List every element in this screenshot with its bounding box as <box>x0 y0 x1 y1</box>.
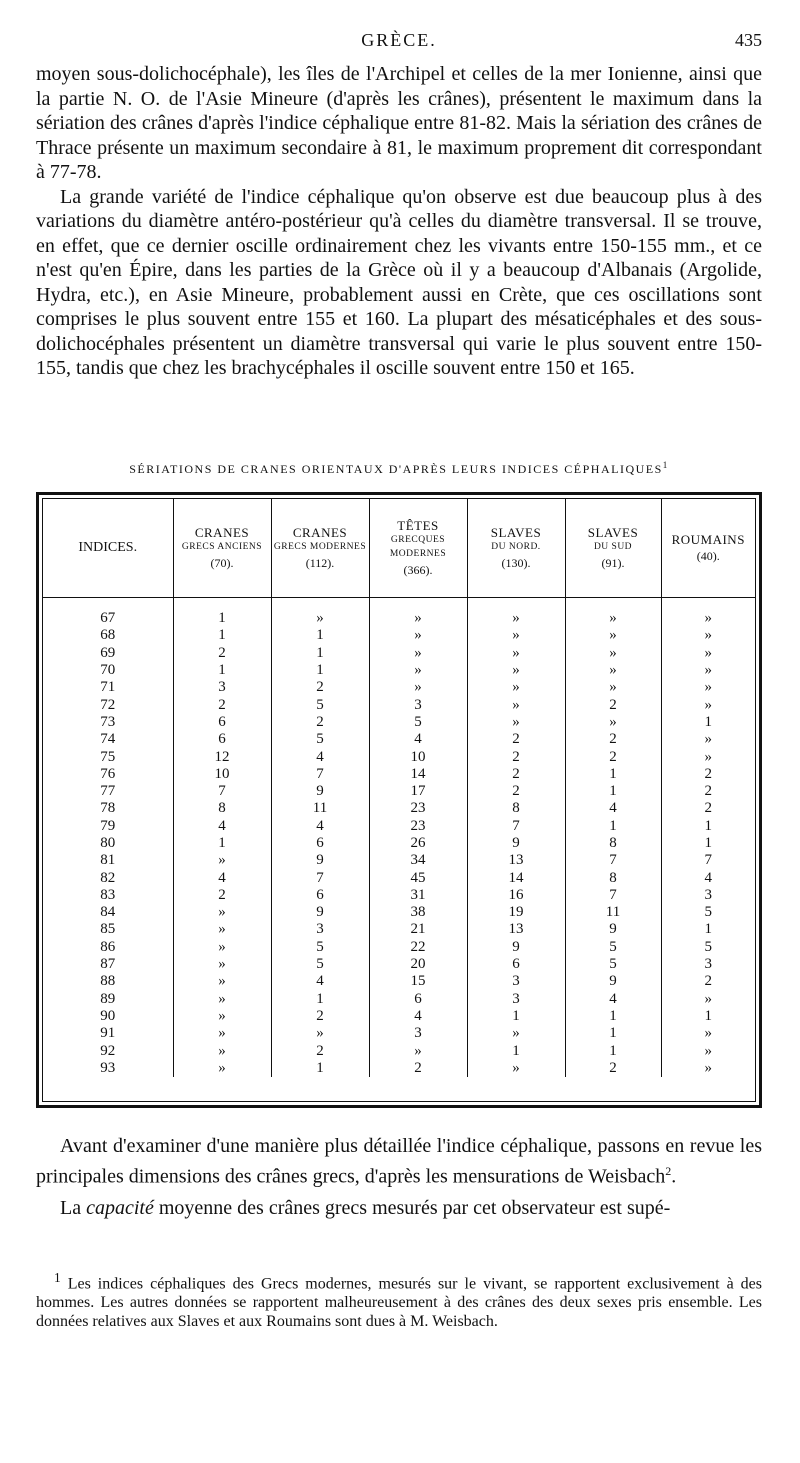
paragraph-4-prefix: La <box>60 1196 82 1219</box>
count-cell: 2 <box>467 766 565 783</box>
table-row <box>43 956 755 973</box>
table-body <box>43 598 755 1078</box>
count-cell: » <box>467 627 565 644</box>
count-cell: 6 <box>369 991 467 1008</box>
count-cell: 4 <box>271 973 369 990</box>
table-row <box>43 1060 755 1077</box>
count-cell: » <box>173 904 271 921</box>
column-header-4 <box>467 499 565 598</box>
capacity-word: capacité <box>86 1196 154 1219</box>
table-header <box>43 499 755 598</box>
count-cell: 1 <box>704 817 712 834</box>
count-cell: 26 <box>369 835 467 852</box>
count-cell: » <box>369 627 467 644</box>
count-cell: 1 <box>271 627 369 644</box>
count-cell: » <box>173 1008 271 1025</box>
count-cell: » <box>369 645 467 662</box>
column-header-0 <box>43 499 173 598</box>
count-cell: » <box>467 696 565 713</box>
count-cell: 4 <box>271 748 369 765</box>
count-cell: » <box>565 714 661 731</box>
count-cell: 1 <box>271 662 369 679</box>
count-cell: 5 <box>271 939 369 956</box>
after-table-text <box>36 1134 762 1221</box>
count-cell: » <box>704 644 712 661</box>
count-cell: 11 <box>271 800 369 817</box>
column-header-subtitle: DU SUD <box>593 542 633 552</box>
index-cell: 85 <box>43 921 173 938</box>
count-cell: » <box>704 696 712 713</box>
count-cell: 23 <box>369 800 467 817</box>
count-cell: » <box>271 610 369 627</box>
table-row <box>43 852 755 869</box>
count-cell: 7 <box>173 783 271 800</box>
count-cell: 17 <box>369 783 467 800</box>
count-cell: 9 <box>565 973 661 990</box>
count-cell: 9 <box>565 921 661 938</box>
count-cell: » <box>704 748 712 765</box>
count-cell: 2 <box>173 887 271 904</box>
count-cell: 9 <box>271 904 369 921</box>
column-header-title: INDICES. <box>78 540 138 555</box>
count-cell: » <box>565 645 661 662</box>
count-cell: 1 <box>467 1008 565 1025</box>
count-cell: » <box>467 679 565 696</box>
index-cell: 90 <box>43 1008 173 1025</box>
spacer-cell <box>369 598 467 611</box>
table-row <box>43 783 755 800</box>
count-cell: 2 <box>704 765 712 782</box>
paragraph-4 <box>36 1196 762 1221</box>
column-header-subtitle: DU NORD. <box>491 542 541 552</box>
count-cell: » <box>565 679 661 696</box>
count-cell: » <box>369 679 467 696</box>
spacer-cell <box>43 598 173 611</box>
index-cell: 78 <box>43 800 173 817</box>
index-cell: 70 <box>43 662 173 679</box>
count-cell: » <box>173 921 271 938</box>
table-caption-note-marker: 1 <box>662 460 669 470</box>
column-header-2 <box>271 499 369 598</box>
paragraph-3: Avant d'examiner d'une manière plus détaillée l'indice céphalique, passons en revue les principales dimensions des crânes grecs, d'après les mensurations de Weisbach$^2$. <box>36 1135 762 1188</box>
count-cell: 8 <box>467 800 565 817</box>
body-text <box>36 62 762 381</box>
count-cell: 7 <box>271 766 369 783</box>
table-row <box>43 662 755 679</box>
count-cell: 8 <box>173 800 271 817</box>
table-row <box>43 835 755 852</box>
count-cell: 7 <box>704 852 712 869</box>
count-cell: 1 <box>565 1025 661 1042</box>
column-header-count: (40). <box>696 549 720 563</box>
column-header-count: (366). <box>403 563 433 577</box>
count-cell: 1 <box>704 1007 712 1024</box>
count-cell: 2 <box>565 696 661 713</box>
spacer-cell <box>565 598 661 611</box>
count-cell: 2 <box>271 714 369 731</box>
count-cell: 7 <box>565 887 661 904</box>
count-cell: 5 <box>565 956 661 973</box>
column-header-count: (70). <box>210 556 234 570</box>
count-cell: 7 <box>271 869 369 886</box>
table-row <box>43 887 755 904</box>
paragraph-3-text: Avant d'examiner d'une manière plus détaillée l'indice céphalique, passons en revue les principales dimensions des crânes grecs, d'après les mensurations de Weisbach <box>36 1135 762 1188</box>
count-cell: 2 <box>704 973 712 990</box>
count-cell: 9 <box>271 852 369 869</box>
index-cell: 81 <box>43 852 173 869</box>
count-cell: » <box>369 662 467 679</box>
paragraph-2: La grande variété de l'indice céphalique qu'on observe est due beaucoup plus à des variations du diamètre antéro-postérieur qu'à celles du diamètre transversal. Il se trouve, en effet, que ce dernier oscille ordinairement chez les vivants entre 150-155 mm., et ce n'est qu'en Épire, dans les parties de la Grèce où il y a beaucoup d'Albanais (Argolide, Hydra, etc.), en Asie Mineure, probablement aussi en Crète, que ces oscillations sont comprises le plus souvent entre 155 et 160. La plupart des mésaticéphales et des sous-dolichocéphales présentent un diamètre transversal qui varie le plus souvent entre 150-155, tandis que chez les brachycéphales il oscille souvent entre 150 et 165. <box>36 185 762 379</box>
count-cell: » <box>369 1042 467 1059</box>
count-cell: » <box>704 1025 712 1042</box>
count-cell: 4 <box>173 869 271 886</box>
count-cell: » <box>173 991 271 1008</box>
spacer-cell <box>173 598 271 611</box>
table-row <box>43 1008 755 1025</box>
count-cell: 1 <box>173 662 271 679</box>
index-cell: 82 <box>43 869 173 886</box>
count-cell: 31 <box>369 887 467 904</box>
footnote-1 <box>36 1268 762 1331</box>
count-cell: » <box>173 1042 271 1059</box>
count-cell: » <box>369 610 467 627</box>
column-header-title: TÊTES <box>397 518 439 533</box>
running-head <box>36 30 762 56</box>
table-caption <box>36 460 762 477</box>
column-header-6 <box>661 499 755 598</box>
count-cell: 16 <box>467 887 565 904</box>
index-cell: 89 <box>43 991 173 1008</box>
count-cell: 9 <box>467 835 565 852</box>
count-cell: 45 <box>369 869 467 886</box>
count-cell: 3 <box>704 886 712 903</box>
count-cell: 2 <box>271 1042 369 1059</box>
count-cell: » <box>467 714 565 731</box>
count-cell: 1 <box>565 766 661 783</box>
count-cell: 14 <box>369 766 467 783</box>
index-cell: 80 <box>43 835 173 852</box>
count-cell: 3 <box>467 973 565 990</box>
table-row <box>43 679 755 696</box>
count-cell: » <box>173 956 271 973</box>
count-cell: 2 <box>565 731 661 748</box>
column-header-title: SLAVES <box>587 525 639 540</box>
spacer-cell <box>271 598 369 611</box>
table-row <box>43 1042 755 1059</box>
count-cell: 1 <box>704 835 712 851</box>
count-cell: » <box>704 1042 712 1059</box>
count-cell: 1 <box>565 1008 661 1025</box>
count-cell: 9 <box>271 783 369 800</box>
count-cell: 21 <box>369 921 467 938</box>
table-row <box>43 731 755 748</box>
count-cell: 11 <box>565 904 661 921</box>
count-cell: 1 <box>565 818 661 835</box>
count-cell: » <box>704 990 712 1007</box>
table-row <box>43 991 755 1008</box>
index-cell: 73 <box>43 714 173 731</box>
count-cell: 3 <box>173 679 271 696</box>
count-cell: » <box>704 627 712 644</box>
running-title: GRÈCE. <box>361 30 437 50</box>
index-cell: 93 <box>43 1060 173 1077</box>
column-header-title: ROUMAINS <box>671 532 745 547</box>
index-cell: 77 <box>43 783 173 800</box>
count-cell: 4 <box>369 731 467 748</box>
count-cell: 13 <box>467 921 565 938</box>
count-cell: 38 <box>369 904 467 921</box>
count-cell: » <box>467 645 565 662</box>
footnote <box>36 1268 762 1331</box>
index-cell: 75 <box>43 748 173 765</box>
column-header-subtitle: GRECS ANCIENS <box>181 542 263 552</box>
count-cell: 4 <box>704 869 712 886</box>
seriation-table-frame <box>36 492 762 1108</box>
index-cell: 67 <box>43 610 173 627</box>
count-cell: 9 <box>467 939 565 956</box>
seriation-table-inner <box>42 498 756 1102</box>
count-cell: 2 <box>467 748 565 765</box>
column-header-title: CRANES <box>194 525 250 540</box>
column-header-count: (91). <box>601 556 625 570</box>
weisbach-note-marker: 2 <box>665 1164 672 1178</box>
count-cell: » <box>467 610 565 627</box>
spacer-cell <box>467 598 565 611</box>
table-caption-text: SÉRIATIONS DE CRANES ORIENTAUX D'APRÈS LEURS INDICES CÉPHALIQUES <box>129 462 663 476</box>
count-cell: 4 <box>173 818 271 835</box>
count-cell: 13 <box>467 852 565 869</box>
count-cell: 5 <box>704 938 712 955</box>
count-cell: 2 <box>271 679 369 696</box>
count-cell: 20 <box>369 956 467 973</box>
count-cell: 7 <box>565 852 661 869</box>
table-row <box>43 921 755 938</box>
count-cell: 2 <box>467 731 565 748</box>
count-cell: » <box>565 610 661 627</box>
table-row <box>43 904 755 921</box>
paragraph-1: moyen sous-dolichocéphale), les îles de l'Archipel et celles de la mer Ionienne, ainsi que la partie N. O. de l'Asie Mineure (d'après les crânes), présentent le maximum dans la sériation des crânes d'après l'indice céphalique entre 81-82. Mais la sériation des crânes de Thrace présente un maximum secondaire à 81, le maximum proprement dit correspondant à 77-78. <box>36 63 762 183</box>
count-cell: 2 <box>565 1060 661 1077</box>
column-header-3 <box>369 499 467 598</box>
count-cell: 1 <box>565 1042 661 1059</box>
count-cell: 1 <box>271 991 369 1008</box>
count-cell: 10 <box>369 748 467 765</box>
table-row <box>43 1025 755 1042</box>
table-row <box>43 645 755 662</box>
table-row <box>43 869 755 886</box>
count-cell: » <box>173 939 271 956</box>
column-header-title: CRANES <box>292 525 348 540</box>
index-cell: 68 <box>43 627 173 644</box>
count-cell: 7 <box>467 818 565 835</box>
count-cell: 1 <box>704 713 712 730</box>
count-cell: » <box>467 662 565 679</box>
table-spacer-row <box>43 598 755 611</box>
count-cell: 2 <box>173 696 271 713</box>
count-cell: 6 <box>173 731 271 748</box>
footnote-text: Les indices céphaliques des Grecs modernes, mesurés sur le vivant, se rapportent exclusivement à des hommes. Les autres données se rapportent malheureusement à des crânes des deux sexes pris ensemble. Les données relatives aux Slaves et aux Roumains sont dues à M. Weisbach. <box>36 1275 763 1331</box>
index-cell: 91 <box>43 1025 173 1042</box>
column-header-1 <box>173 499 271 598</box>
footnote-marker: 1 <box>54 1270 61 1285</box>
table-row <box>43 714 755 731</box>
table-row <box>43 818 755 835</box>
count-cell: 19 <box>467 904 565 921</box>
count-cell: 4 <box>271 818 369 835</box>
count-cell: 5 <box>369 714 467 731</box>
count-cell: » <box>173 973 271 990</box>
count-cell: 1 <box>173 627 271 644</box>
count-cell: 5 <box>565 939 661 956</box>
count-cell: » <box>467 1060 565 1077</box>
column-header-5 <box>565 499 661 598</box>
count-cell: 6 <box>271 835 369 852</box>
index-cell: 72 <box>43 696 173 713</box>
index-cell: 74 <box>43 731 173 748</box>
count-cell: 2 <box>704 800 712 817</box>
count-cell: » <box>704 731 712 748</box>
index-cell: 88 <box>43 973 173 990</box>
count-cell: 6 <box>271 887 369 904</box>
count-cell: 4 <box>369 1008 467 1025</box>
count-cell: 5 <box>271 956 369 973</box>
count-cell: 5 <box>704 904 712 921</box>
column-header-title: SLAVES <box>490 525 542 540</box>
count-cell: 34 <box>369 852 467 869</box>
count-cell: 3 <box>369 696 467 713</box>
count-cell: 1 <box>271 1060 369 1077</box>
table-row <box>43 748 755 765</box>
paragraph-4-text: moyenne des crânes grecs mesurés par cet observateur est supé- <box>158 1196 671 1219</box>
count-cell: 1 <box>565 783 661 800</box>
table-row <box>43 766 755 783</box>
count-cell: 4 <box>565 800 661 817</box>
seriation-table <box>43 499 755 1077</box>
column-header-subtitle: GRECQUES MODERNES <box>389 535 447 559</box>
count-cell: 2 <box>704 783 712 800</box>
count-cell: 6 <box>467 956 565 973</box>
index-cell: 87 <box>43 956 173 973</box>
index-cell: 69 <box>43 645 173 662</box>
count-cell: 5 <box>271 696 369 713</box>
count-cell: 10 <box>173 766 271 783</box>
index-cell: 84 <box>43 904 173 921</box>
count-cell: 2 <box>565 748 661 765</box>
count-cell: 15 <box>369 973 467 990</box>
index-cell: 92 <box>43 1042 173 1059</box>
count-cell: » <box>565 662 661 679</box>
count-cell: 2 <box>271 1008 369 1025</box>
count-cell: 1 <box>704 921 712 938</box>
table-row <box>43 800 755 817</box>
column-header-count: (130). <box>501 556 531 570</box>
table-row <box>43 610 755 627</box>
count-cell: 23 <box>369 818 467 835</box>
count-cell: 3 <box>704 956 712 973</box>
count-cell: » <box>173 1060 271 1077</box>
count-cell: 6 <box>173 714 271 731</box>
count-cell: 1 <box>173 835 271 852</box>
count-cell: 5 <box>271 731 369 748</box>
index-cell: 83 <box>43 887 173 904</box>
column-header-subtitle: GRECS MODERNES <box>273 542 367 552</box>
count-cell: 22 <box>369 939 467 956</box>
count-cell: 14 <box>467 869 565 886</box>
table-row <box>43 973 755 990</box>
count-cell: 8 <box>565 835 661 852</box>
count-cell: 1 <box>467 1042 565 1059</box>
table-row <box>43 627 755 644</box>
count-cell: 2 <box>173 645 271 662</box>
count-cell: » <box>173 852 271 869</box>
count-cell: 1 <box>173 610 271 627</box>
index-cell: 86 <box>43 939 173 956</box>
spacer-cell <box>661 598 755 611</box>
count-cell: » <box>271 1025 369 1042</box>
count-cell: 4 <box>565 991 661 1008</box>
index-cell: 76 <box>43 766 173 783</box>
count-cell: » <box>704 610 712 627</box>
count-cell: 1 <box>271 645 369 662</box>
count-cell: » <box>704 679 712 696</box>
count-cell: » <box>704 662 712 679</box>
count-cell: 3 <box>467 991 565 1008</box>
column-header-count: (112). <box>305 556 335 570</box>
index-cell: 71 <box>43 679 173 696</box>
count-cell: 3 <box>369 1025 467 1042</box>
count-cell: 2 <box>369 1060 467 1077</box>
count-cell: » <box>565 627 661 644</box>
count-cell: » <box>467 1025 565 1042</box>
index-cell: 79 <box>43 818 173 835</box>
page-number: 435 <box>735 30 762 50</box>
count-cell: » <box>173 1025 271 1042</box>
table-row <box>43 696 755 713</box>
count-cell: 12 <box>173 748 271 765</box>
table-row <box>43 939 755 956</box>
count-cell: 8 <box>565 869 661 886</box>
count-cell: » <box>704 1059 712 1076</box>
count-cell: 2 <box>467 783 565 800</box>
count-cell: 3 <box>271 921 369 938</box>
